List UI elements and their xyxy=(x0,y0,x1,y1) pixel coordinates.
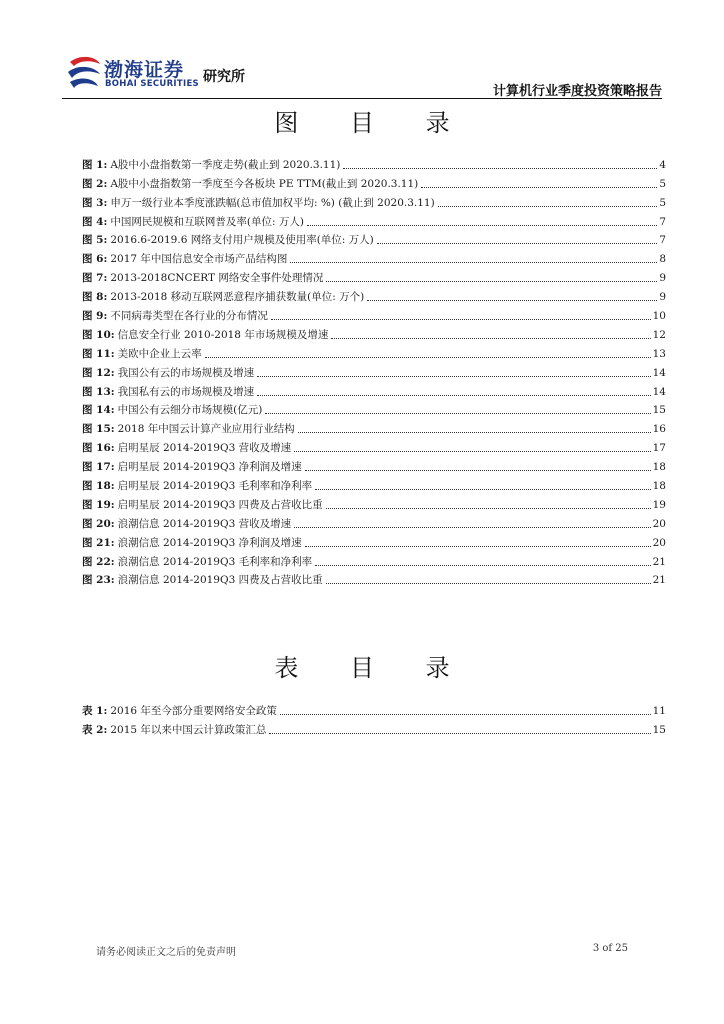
toc-entry[interactable] xyxy=(82,718,666,737)
toc-leader-dots xyxy=(294,451,651,452)
toc-entry[interactable] xyxy=(82,550,666,569)
toc-entry-title: A股中小盘指数第一季度走势(截止到 2020.3.11) xyxy=(110,158,341,171)
toc-entry[interactable] xyxy=(82,512,666,531)
toc-entry[interactable] xyxy=(82,569,666,588)
toc-leader-dots xyxy=(205,357,651,358)
toc-entry-page: 7 xyxy=(659,215,666,228)
toc-entry-title: 申万一级行业本季度涨跌幅(总市值加权平均: %) (截止到 2020.3.11) xyxy=(110,196,435,209)
toc-leader-dots xyxy=(257,376,650,377)
toc-entry-page: 18 xyxy=(652,480,666,493)
toc-entry-label: 图 19: xyxy=(82,498,115,511)
toc-entry-title: 启明星辰 2014-2019Q3 净利润及增速 xyxy=(117,461,302,474)
toc-entry-title: 启明星辰 2014-2019Q3 四费及占营收比重 xyxy=(117,498,323,511)
toc-leader-dots xyxy=(326,508,651,509)
toc-entry-page: 14 xyxy=(652,385,666,398)
toc-entry-label: 图 14: xyxy=(82,404,115,417)
toc-leader-dots xyxy=(438,206,658,207)
toc-leader-dots xyxy=(315,489,651,490)
logo-english-name: BOHAI SECURITIES xyxy=(105,79,199,89)
toc-leader-dots xyxy=(367,300,657,301)
toc-entry-title: 不同病毒类型在各行业的分布情况 xyxy=(110,310,268,323)
toc-entry-label: 图 5: xyxy=(82,234,108,247)
toc-leader-dots xyxy=(315,565,651,566)
toc-entry-title: 2013-2018CNCERT 网络安全事件处理情况 xyxy=(110,272,324,285)
toc-leader-dots xyxy=(331,338,650,339)
toc-leader-dots xyxy=(265,413,650,414)
toc-entry-label: 图 10: xyxy=(82,328,115,341)
toc-entry-page: 20 xyxy=(652,517,666,530)
disclaimer-note: 请务必阅读正文之后的免责声明 xyxy=(96,947,236,958)
toc-leader-dots xyxy=(294,527,651,528)
toc-entry[interactable] xyxy=(82,266,666,285)
toc-entry-page: 17 xyxy=(652,442,666,455)
toc-leader-dots xyxy=(290,262,657,263)
toc-entry-page: 9 xyxy=(659,291,666,304)
toc-entry-page: 20 xyxy=(652,536,666,549)
toc-entry-page: 15 xyxy=(652,723,666,736)
logo-chinese-name: 渤海证券 xyxy=(104,59,185,81)
figure-index-title: 图 目 录 xyxy=(274,109,472,137)
department-label: 研究所 xyxy=(203,69,245,85)
toc-entry[interactable] xyxy=(82,247,666,266)
toc-entry-page: 9 xyxy=(659,272,666,285)
table-index-list xyxy=(82,699,666,737)
toc-entry[interactable] xyxy=(82,191,666,210)
toc-entry[interactable] xyxy=(82,380,666,399)
toc-entry-label: 图 9: xyxy=(82,310,108,323)
report-type: 计算机行业季度投资策略报告 xyxy=(492,84,662,99)
toc-entry-label: 图 6: xyxy=(82,253,108,266)
toc-entry-label: 图 15: xyxy=(82,423,115,436)
toc-leader-dots xyxy=(305,470,651,471)
toc-entry-page: 14 xyxy=(652,366,666,379)
toc-entry-title: 信息安全行业 2010-2018 年市场规模及增速 xyxy=(117,328,329,341)
page-header xyxy=(0,0,724,100)
toc-entry-label: 图 1: xyxy=(82,158,108,171)
toc-entry-title: 我国私有云的市场规模及增速 xyxy=(117,385,255,398)
toc-entry-title: 2013-2018 移动互联网恶意程序捕获数量(单位: 万个) xyxy=(110,291,365,304)
toc-entry[interactable] xyxy=(82,285,666,304)
bohai-logo-icon xyxy=(66,52,102,92)
figure-index-list xyxy=(82,153,666,587)
toc-entry-label: 图 22: xyxy=(82,555,115,568)
toc-entry-label: 图 2: xyxy=(82,177,108,190)
toc-entry-title: 中国网民规模和互联网普及率(单位: 万人) xyxy=(110,215,304,228)
toc-leader-dots xyxy=(280,714,651,715)
toc-entry[interactable] xyxy=(82,493,666,512)
header-divider xyxy=(62,98,662,99)
toc-entry-page: 16 xyxy=(652,423,666,436)
toc-entry[interactable] xyxy=(82,229,666,248)
toc-leader-dots xyxy=(377,243,658,244)
toc-entry-title: 浪潮信息 2014-2019Q3 四费及占营收比重 xyxy=(117,574,323,587)
toc-entry[interactable] xyxy=(82,399,666,418)
toc-entry[interactable] xyxy=(82,417,666,436)
toc-entry-label: 表 1: xyxy=(82,704,108,717)
toc-entry-page: 7 xyxy=(659,234,666,247)
toc-entry-title: 2015 年以来中国云计算政策汇总 xyxy=(110,723,267,736)
toc-leader-dots xyxy=(269,733,650,734)
toc-entry-page: 4 xyxy=(659,158,666,171)
toc-leader-dots xyxy=(421,187,657,188)
toc-leader-dots xyxy=(271,319,651,320)
toc-entry-label: 图 20: xyxy=(82,517,115,530)
toc-entry-title: 浪潮信息 2014-2019Q3 营收及增速 xyxy=(117,517,292,530)
toc-entry-label: 图 4: xyxy=(82,215,108,228)
toc-entry-page: 5 xyxy=(659,196,666,209)
toc-entry-title: 启明星辰 2014-2019Q3 毛利率和净利率 xyxy=(117,480,313,493)
toc-entry[interactable] xyxy=(82,436,666,455)
toc-entry-page: 21 xyxy=(652,574,666,587)
table-index-title: 表 目 录 xyxy=(274,654,472,682)
toc-entry-page: 10 xyxy=(652,310,666,323)
toc-entry[interactable] xyxy=(82,699,666,718)
toc-entry-label: 图 12: xyxy=(82,366,115,379)
toc-entry[interactable] xyxy=(82,531,666,550)
company-logo xyxy=(66,52,206,94)
toc-leader-dots xyxy=(305,546,651,547)
toc-entry-page: 11 xyxy=(652,704,666,717)
toc-entry-page: 5 xyxy=(659,177,666,190)
toc-entry[interactable] xyxy=(82,210,666,229)
toc-leader-dots xyxy=(307,225,657,226)
toc-entry[interactable] xyxy=(82,323,666,342)
toc-entry[interactable] xyxy=(82,455,666,474)
toc-leader-dots xyxy=(257,395,650,396)
toc-leader-dots xyxy=(343,168,657,169)
toc-entry-page: 21 xyxy=(652,555,666,568)
toc-entry-title: 2018 年中国云计算产业应用行业结构 xyxy=(117,423,295,436)
toc-entry-label: 图 13: xyxy=(82,385,115,398)
toc-entry-label: 表 2: xyxy=(82,723,108,736)
toc-entry-title: 2016.6-2019.6 网络支付用户规模及使用率(单位: 万人) xyxy=(110,234,374,247)
toc-entry-page: 19 xyxy=(652,498,666,511)
toc-entry-title: 启明星辰 2014-2019Q3 营收及增速 xyxy=(117,442,292,455)
toc-entry-title: 2017 年中国信息安全市场产品结构图 xyxy=(110,253,288,266)
toc-entry-title: 美欧中企业上云率 xyxy=(117,347,202,360)
toc-entry-label: 图 23: xyxy=(82,574,115,587)
toc-entry-page: 13 xyxy=(652,347,666,360)
toc-entry-title: A股中小盘指数第一季度至今各板块 PE TTM(截止到 2020.3.11) xyxy=(110,177,419,190)
toc-entry-page: 15 xyxy=(652,404,666,417)
toc-entry-label: 图 8: xyxy=(82,291,108,304)
toc-entry-title: 浪潮信息 2014-2019Q3 毛利率和净利率 xyxy=(117,555,313,568)
toc-entry-page: 18 xyxy=(652,461,666,474)
toc-entry-title: 浪潮信息 2014-2019Q3 净利润及增速 xyxy=(117,536,302,549)
toc-entry-title: 中国公有云细分市场规模(亿元) xyxy=(117,404,263,417)
toc-entry-page: 12 xyxy=(652,328,666,341)
toc-entry[interactable] xyxy=(82,172,666,191)
toc-entry[interactable] xyxy=(82,304,666,323)
toc-leader-dots xyxy=(298,432,651,433)
toc-entry[interactable] xyxy=(82,153,666,172)
toc-entry-title: 我国公有云的市场规模及增速 xyxy=(117,366,255,379)
toc-entry-label: 图 18: xyxy=(82,480,115,493)
toc-entry-title: 2016 年至今部分重要网络安全政策 xyxy=(110,704,277,717)
toc-leader-dots xyxy=(326,281,657,282)
toc-entry-label: 图 7: xyxy=(82,272,108,285)
toc-entry[interactable] xyxy=(82,342,666,361)
page-indicator: 3 of 25 xyxy=(592,943,628,954)
toc-entry-label: 图 11: xyxy=(82,347,115,360)
toc-entry-label: 图 21: xyxy=(82,536,115,549)
toc-entry[interactable] xyxy=(82,474,666,493)
toc-leader-dots xyxy=(326,583,651,584)
toc-entry-label: 图 16: xyxy=(82,442,115,455)
toc-entry-label: 图 17: xyxy=(82,461,115,474)
toc-entry-label: 图 3: xyxy=(82,196,108,209)
toc-entry-page: 8 xyxy=(659,253,666,266)
toc-entry[interactable] xyxy=(82,361,666,380)
